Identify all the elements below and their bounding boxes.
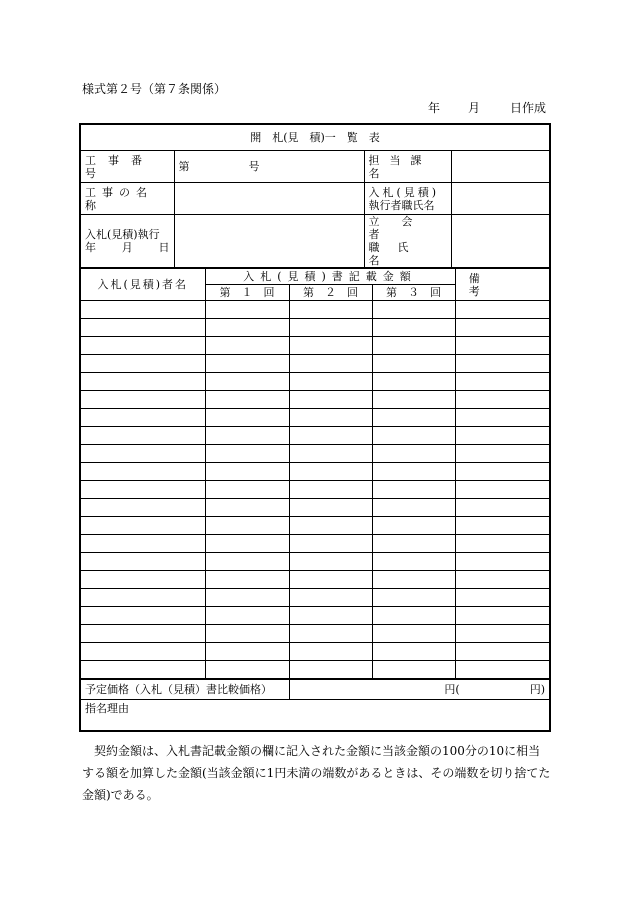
remarks-cell[interactable]	[455, 427, 549, 445]
round1-cell[interactable]	[205, 571, 289, 589]
round3-cell[interactable]	[372, 391, 455, 409]
witness-label-line2: 職氏名	[368, 241, 427, 267]
round1-cell[interactable]	[205, 427, 289, 445]
round3-cell[interactable]	[372, 427, 455, 445]
round1-cell[interactable]	[205, 373, 289, 391]
round1-cell[interactable]	[205, 409, 289, 427]
round2-cell[interactable]	[289, 355, 372, 373]
bidder-cell[interactable]	[81, 337, 205, 355]
table-row	[81, 319, 549, 337]
round2-cell[interactable]	[289, 643, 372, 661]
amount-header	[205, 269, 455, 285]
bidder-cell[interactable]	[81, 553, 205, 571]
bidder-cell[interactable]	[81, 535, 205, 553]
bidder-cell[interactable]	[81, 589, 205, 607]
number-prefix: 第	[178, 160, 190, 173]
round1-cell[interactable]	[205, 463, 289, 481]
round1-cell[interactable]	[205, 607, 289, 625]
remarks-cell[interactable]	[455, 499, 549, 517]
bidder-cell[interactable]	[81, 661, 205, 680]
round1-cell[interactable]	[205, 355, 289, 373]
date-year: 年	[428, 101, 441, 115]
bid-rows	[81, 301, 549, 680]
department-value[interactable]	[451, 151, 549, 183]
form-number: 様式第２号（第７条関係）	[82, 82, 227, 96]
remarks-cell[interactable]	[455, 481, 549, 499]
construction-number-label	[81, 151, 174, 183]
round2-cell[interactable]	[289, 445, 372, 463]
bid-official-value[interactable]	[451, 183, 549, 215]
round3-cell[interactable]	[372, 517, 455, 535]
round2-cell[interactable]	[289, 661, 372, 680]
yen-open: 円(	[444, 683, 460, 696]
bidder-cell[interactable]	[81, 409, 205, 427]
table-row	[81, 517, 549, 535]
round2-cell[interactable]	[289, 517, 372, 535]
round2-cell[interactable]	[289, 301, 372, 319]
reason-label: 指名理由	[85, 702, 129, 715]
number-suffix: 号	[248, 160, 260, 173]
round3-cell[interactable]	[372, 337, 455, 355]
witness-label	[364, 215, 451, 268]
bidder-cell[interactable]	[81, 625, 205, 643]
table-row	[81, 661, 549, 680]
round2-cell[interactable]	[289, 463, 372, 481]
table-row	[81, 607, 549, 625]
bid-date-label	[81, 215, 174, 268]
remarks-cell[interactable]	[455, 553, 549, 571]
round1-cell[interactable]	[205, 625, 289, 643]
remarks-cell[interactable]	[455, 445, 549, 463]
yen-close: 円)	[529, 683, 546, 696]
round1-cell[interactable]	[205, 337, 289, 355]
bid-date-day: 日	[158, 241, 170, 254]
round3-cell[interactable]	[372, 445, 455, 463]
construction-name-label-text: 工事の名称	[85, 185, 153, 212]
planned-price-value[interactable]	[289, 679, 549, 700]
bid-opening-form	[79, 123, 551, 732]
remarks-cell[interactable]	[455, 463, 549, 481]
bidder-cell[interactable]	[81, 517, 205, 535]
table-row	[81, 301, 549, 319]
round1-cell[interactable]	[205, 499, 289, 517]
round2-cell[interactable]	[289, 535, 372, 553]
department-label-text: 担当課名	[368, 153, 432, 180]
remarks-cell[interactable]	[455, 589, 549, 607]
remarks-cell[interactable]	[455, 373, 549, 391]
construction-name-value[interactable]	[174, 183, 364, 215]
remarks-cell[interactable]	[455, 517, 549, 535]
round3-cell[interactable]	[372, 463, 455, 481]
round3-cell[interactable]	[372, 355, 455, 373]
witness-label-line1: 立会者	[368, 215, 435, 241]
construction-number-cell[interactable]	[174, 151, 364, 183]
bidder-cell[interactable]	[81, 643, 205, 661]
table-row	[81, 625, 549, 643]
round3-cell[interactable]	[372, 373, 455, 391]
round2-header: 第 ２ 回	[289, 285, 372, 301]
table-row	[81, 373, 549, 391]
bidder-cell[interactable]	[81, 445, 205, 463]
round2-cell[interactable]	[289, 391, 372, 409]
round3-cell[interactable]	[372, 481, 455, 499]
bidder-cell[interactable]	[81, 373, 205, 391]
round1-cell[interactable]	[205, 301, 289, 319]
amount-header-text: 入札(見積)書記載金額	[243, 270, 417, 283]
table-row	[81, 337, 549, 355]
round2-cell[interactable]	[289, 337, 372, 355]
remarks-cell[interactable]	[455, 319, 549, 337]
bidder-cell[interactable]	[81, 319, 205, 337]
round1-cell[interactable]	[205, 481, 289, 499]
round3-cell[interactable]	[372, 625, 455, 643]
bidder-cell[interactable]	[81, 301, 205, 319]
round2-cell[interactable]	[289, 319, 372, 337]
bid-official-label	[364, 183, 451, 215]
round2-cell[interactable]	[289, 553, 372, 571]
date-month: 月	[468, 101, 481, 115]
remarks-cell[interactable]	[455, 301, 549, 319]
round1-cell[interactable]	[205, 517, 289, 535]
round2-cell[interactable]	[289, 589, 372, 607]
round1-cell[interactable]	[205, 445, 289, 463]
date-day-created: 日作成	[510, 101, 547, 115]
bid-official-label-line1: 入札(見積)	[368, 185, 440, 199]
round3-cell[interactable]	[372, 607, 455, 625]
bidder-cell[interactable]	[81, 427, 205, 445]
remarks-cell[interactable]	[455, 625, 549, 643]
table-row	[81, 355, 549, 373]
remarks-header-text: 備考	[468, 271, 536, 298]
round3-cell[interactable]	[372, 589, 455, 607]
remarks-cell[interactable]	[455, 355, 549, 373]
bidder-header-text: 入札(見積)者名	[97, 278, 189, 291]
table-row	[81, 643, 549, 661]
remarks-cell[interactable]	[455, 643, 549, 661]
table-row	[81, 409, 549, 427]
round1-cell[interactable]	[205, 319, 289, 337]
bidder-cell[interactable]	[81, 481, 205, 499]
round2-cell[interactable]	[289, 481, 372, 499]
round2-cell[interactable]	[289, 409, 372, 427]
bid-date-value[interactable]	[174, 215, 364, 268]
round2-cell[interactable]	[289, 571, 372, 589]
table-row	[81, 499, 549, 517]
department-label	[364, 151, 451, 183]
bid-date-month: 月	[121, 241, 133, 254]
round2-cell[interactable]	[289, 373, 372, 391]
round3-cell[interactable]	[372, 499, 455, 517]
header-table	[81, 125, 549, 268]
bid-official-label-line2: 執行者職氏名	[368, 198, 435, 212]
bid-date-label-line1: 入札(見積)執行	[85, 228, 160, 241]
table-row	[81, 463, 549, 481]
form-title: 開 札(見 積)一 覧 表	[81, 125, 549, 151]
table-row	[81, 553, 549, 571]
planned-price-label: 予定価格（入札（見積）書比較価格）	[81, 679, 289, 700]
date-line	[428, 99, 546, 116]
bidder-cell[interactable]	[81, 391, 205, 409]
round2-cell[interactable]	[289, 427, 372, 445]
table-row	[81, 535, 549, 553]
remarks-cell[interactable]	[455, 571, 549, 589]
table-row	[81, 445, 549, 463]
remarks-header	[455, 269, 549, 301]
bidder-cell[interactable]	[81, 607, 205, 625]
round1-header: 第 １ 回	[205, 285, 289, 301]
round1-cell[interactable]	[205, 553, 289, 571]
witness-value[interactable]	[451, 215, 549, 268]
construction-number-label-value: 工事番号	[85, 153, 154, 180]
round2-cell[interactable]	[289, 607, 372, 625]
bid-date-year: 年	[85, 241, 96, 254]
remarks-cell[interactable]	[455, 409, 549, 427]
construction-name-label	[81, 183, 174, 215]
round3-cell[interactable]	[372, 301, 455, 319]
bidder-cell[interactable]	[81, 571, 205, 589]
round1-cell[interactable]	[205, 589, 289, 607]
bidder-cell[interactable]	[81, 463, 205, 481]
table-row	[81, 427, 549, 445]
round1-cell[interactable]	[205, 643, 289, 661]
round3-header: 第 ３ 回	[372, 285, 455, 301]
round1-cell[interactable]	[205, 535, 289, 553]
round3-cell[interactable]	[372, 571, 455, 589]
contract-note: 契約金額は、入札書記載金額の欄に記入された金額に当該金額の100分の10に相当する額を加算した金額(当該金額に1円未満の端数があるときは、その端数を切り捨てた金額)である。	[82, 744, 551, 802]
table-row	[81, 589, 549, 607]
round1-cell[interactable]	[205, 391, 289, 409]
remarks-cell[interactable]	[455, 391, 549, 409]
round3-cell[interactable]	[372, 553, 455, 571]
round2-cell[interactable]	[289, 499, 372, 517]
bidder-header	[81, 269, 205, 301]
remarks-cell[interactable]	[455, 535, 549, 553]
round1-cell[interactable]	[205, 661, 289, 680]
reason-cell[interactable]	[81, 700, 549, 745]
round3-cell[interactable]	[372, 535, 455, 553]
remarks-cell[interactable]	[455, 661, 549, 680]
round2-cell[interactable]	[289, 625, 372, 643]
remarks-cell[interactable]	[455, 337, 549, 355]
bid-table	[81, 268, 549, 744]
remarks-cell[interactable]	[455, 607, 549, 625]
round3-cell[interactable]	[372, 319, 455, 337]
table-row	[81, 481, 549, 499]
round3-cell[interactable]	[372, 643, 455, 661]
table-row	[81, 571, 549, 589]
construction-number-label-text	[85, 154, 170, 180]
bidder-cell[interactable]	[81, 355, 205, 373]
round3-cell[interactable]	[372, 409, 455, 427]
round3-cell[interactable]	[372, 661, 455, 680]
bidder-cell[interactable]	[81, 499, 205, 517]
table-row	[81, 391, 549, 409]
